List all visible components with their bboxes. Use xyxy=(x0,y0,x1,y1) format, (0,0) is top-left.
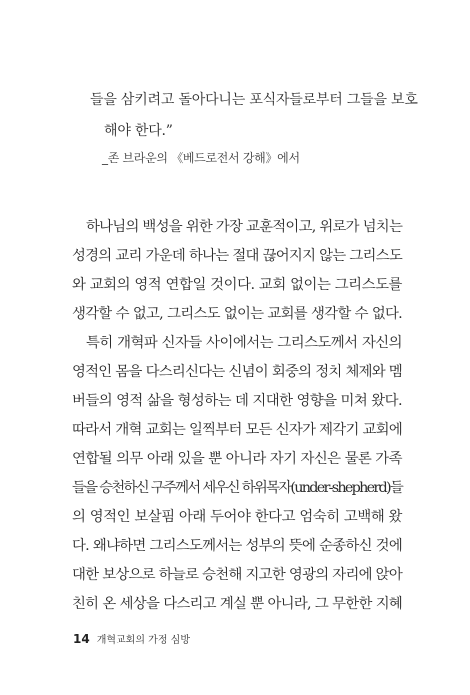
body-line: 버들의 영적 삶을 형성하는 데 지대한 영향을 미쳐 왔다. xyxy=(72,393,402,409)
body-line: 대한 보상으로 하늘로 승천해 지고한 영광의 자리에 앉아 xyxy=(72,567,402,583)
body-line: 하나님의 백성을 위한 가장 교훈적이고, 위로가 넘치는 xyxy=(86,219,403,235)
body-line: 영적인 몸을 다스리신다는 신념이 회중의 정치 체제와 멤 xyxy=(72,364,402,380)
body-line: 성경의 교리 가운데 하나는 절대 끊어지지 않는 그리스도 xyxy=(72,248,402,264)
quote-block xyxy=(90,88,420,143)
body-line: 와 교회의 영적 연합일 것이다. 교회 없이는 그리스도를 xyxy=(72,277,402,293)
quote-source: _존 브라운의 《베드로전서 강해》에서 xyxy=(102,151,300,165)
page-number: 14 xyxy=(73,632,90,646)
body-paragraphs xyxy=(72,213,402,619)
body-line: 친히 온 세상을 다스리고 계실 뿐 아니라, 그 무한한 지혜 xyxy=(72,596,402,612)
page-footer xyxy=(73,631,190,646)
running-title: 개혁교회의 가정 심방 xyxy=(96,635,191,646)
body-line: 생각할 수 없고, 그리스도 없이는 교회를 생각할 수 없다. xyxy=(72,306,402,322)
body-line: 다. 왜냐하면 그리스도께서는 성부의 뜻에 순종하신 것에 xyxy=(72,538,402,554)
body-line: 들을 승천하신 구주께서 세우신 하위목자(under-shepherd)들 xyxy=(72,480,402,496)
body-line: 따라서 개혁 교회는 일찍부터 모든 신자가 제각기 교회에 xyxy=(72,422,402,438)
body-line: 의 영적인 보살핌 아래 두어야 한다고 엄숙히 고백해 왔 xyxy=(72,509,402,525)
quote-line: 해야 한다.” xyxy=(104,123,173,139)
body-line: 특히 개혁파 신자들 사이에서는 그리스도께서 자신의 xyxy=(86,335,402,351)
quote-line: 들을 삼키려고 돌아다니는 포식자들로부터 그들을 보호 xyxy=(90,92,418,108)
body-line: 연합될 의무 아래 있을 뿐 아니라 자기 자신은 물론 가족 xyxy=(72,451,402,467)
